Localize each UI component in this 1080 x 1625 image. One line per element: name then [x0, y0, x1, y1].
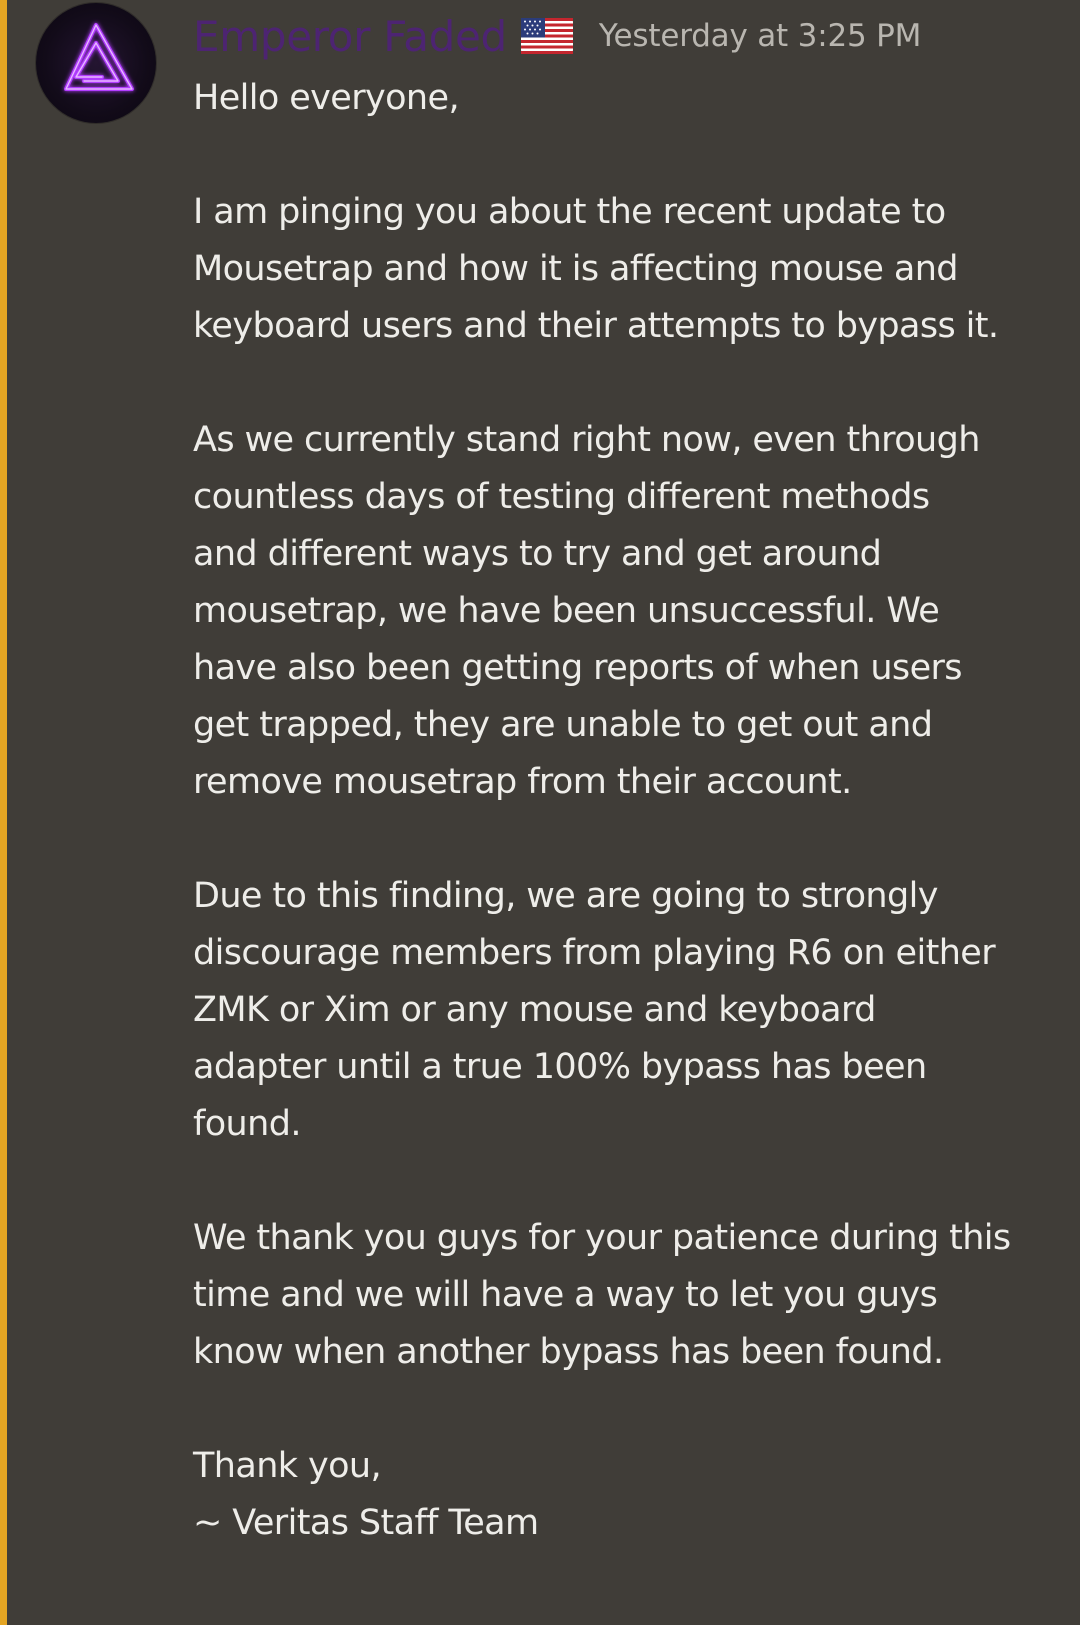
message-timestamp[interactable]: Yesterday at 3:25 PM	[598, 18, 922, 54]
message-header	[193, 4, 921, 68]
neon-triangle-logo-icon	[36, 3, 156, 123]
message-paragraph: As we currently stand right now, even through countless days of testing different methods and different ways to try and get around mousetrap, we have been unsuccessful. We have also been getting reports of when users get trapped, they are unable to get out and remove mousetrap from their account.	[193, 420, 980, 802]
message-paragraph: Thank you, ~ Veritas Staff Team	[193, 1446, 539, 1543]
author-name[interactable]: Emperor Faded	[193, 11, 507, 61]
message-paragraph: We thank you guys for your patience during this time and we will have a way to let you guys know when another bypass has been found.	[193, 1218, 1011, 1372]
avatar[interactable]	[36, 3, 156, 123]
message-body	[193, 70, 1073, 1552]
message-paragraph: Hello everyone,	[193, 78, 459, 118]
message-paragraph: I am pinging you about the recent update to Mousetrap and how it is affecting mouse and keyboard users and their attempts to bypass it.	[193, 192, 999, 346]
message-paragraph: Due to this finding, we are going to strongly discourage members from playing R6 on either ZMK or Xim or any mouse and keyboard adapter until a true 100% bypass has been found.	[193, 876, 995, 1144]
us-flag-icon	[521, 18, 573, 54]
